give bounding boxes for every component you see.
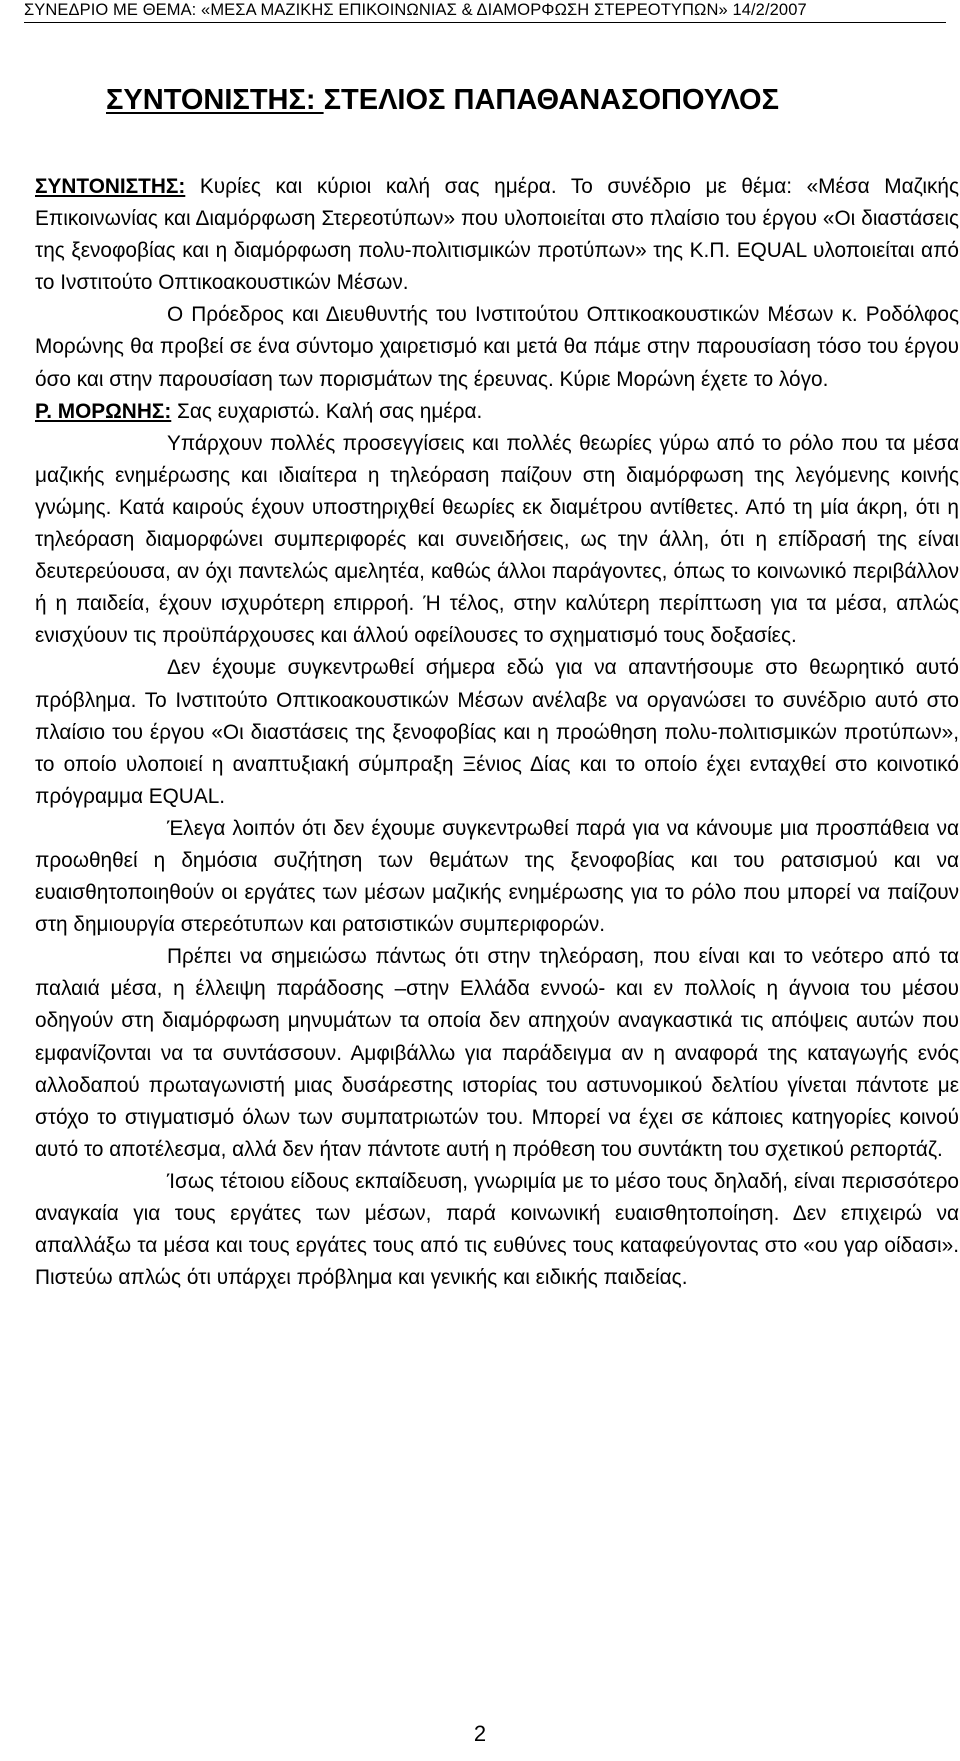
paragraph-5 [35,652,959,812]
paragraph-4 [35,428,959,653]
document-body [35,171,959,1294]
paragraph-3 [35,396,959,428]
paragraph-text: Πρέπει να σημειώσω πάντως ότι στην τηλεόραση, που είναι και το νεότερο από τα παλαιά μέσα, η έλλειψη παράδοσης –στην Ελλάδα εννοώ- και εν πολλοίς η άγνοια του μέσου οδηγούν στη διαμόρφωση μηνυμάτων τα οποία δεν απηχούν αναγκαστικά τις απόψεις αυτών που εμφανίζονται να τα συντάσσουν. Αμφιβάλλω για παράδειγμα αν η αναφορά της καταγωγής ενός αλλοδαπού πρωταγωνιστή μιας δυσάρεστης ιστορίας του αστυνομικού δελτίου γίνεται πάντοτε με στόχο το στιγματισμό όλων των συμπατριωτών του. Μπορεί να έχει σε κάποιες κατηγορίες κοινού αυτό το αποτέλεσμα, αλλά δεν ήταν πάντοτε αυτή η πρόθεση του συντάκτη του σχετικού ρεπορτάζ. [35,945,959,1161]
paragraph-2 [35,299,959,395]
paragraph-text: Υπάρχουν πολλές προσεγγίσεις και πολλές θεωρίες γύρω από το ρόλο που τα μέσα μαζικής ενημέρωσης και ιδιαίτερα η τηλεόραση παίζουν στη διαμόρφωση της λεγόμενης κοινής γνώμης. Κατά καιρούς έχουν υποστηριχθεί θεωρίες εκ διαμέτρου αντίθετες. Από τη μία άκρη, ότι η τηλεόραση διαμορφώνει συμπεριφορές και συνειδήσεις, ως την άλλη, ότι η επίδρασή της είναι δευτερεύουσα, αν όχι παντελώς αμελητέα, καθώς άλλοι παράγοντες, όπως το κοινωνικό περιβάλλον ή η παιδεία, έχουν ισχυρότερη επιρροή. Ή τέλος, στην καλύτερη περίπτωση για τα μέσα, απλώς ενισχύουν τις προϋπάρχουσες και άλλού οφείλουσες το σχηματισμό τους δοξασίες. [35,431,959,648]
speaker-label: ΣΥΝΤΟΝΙΣΤΗΣ: [35,175,186,198]
document-title [106,80,779,120]
running-header: ΣΥΝΕΔΡΙΟ ΜΕ ΘΕΜΑ: «ΜΕΣΑ ΜΑΖΙΚΗΣ ΕΠΙΚΟΙΝΩΝΙΑΣ & ΔΙΑΜΟΡΦΩΣΗ ΣΤΕΡΕΟΤΥΠΩΝ» 14/2/2007 [24,0,946,23]
paragraph-8 [35,1166,959,1294]
paragraph-text: Ίσως τέτοιου είδους εκπαίδευση, γνωριμία με το μέσο τους δηλαδή, είναι περισσότερο αναγκαία για τους εργάτες των μέσων, παρά κοινωνική ευαισθητοποίηση. Δεν επιχειρώ να απαλλάξω τα μέσα και τους εργάτες τους από τις ευθύνες τους καταφεύγοντας στο «ου γαρ οίδασι». Πιστεύω απλώς ότι υπάρχει πρόβλημα και γενικής και ειδικής παιδείας. [35,1169,959,1290]
paragraph-text: Σας ευχαριστώ. Καλή σας ημέρα. [171,399,483,423]
paragraph-6 [35,813,959,941]
paragraph-text: Έλεγα λοιπόν ότι δεν έχουμε συγκεντρωθεί παρά για να κάνουμε μια προσπάθεια να προωθηθεί η δημόσια συζήτηση των θεμάτων της ξενοφοβίας και του ρατσισμού και να ευαισθητοποιηθούν οι εργάτες των μέσων μαζικής ενημέρωσης για το ρόλο που μπορεί να παίζουν στη δημιουργία στερεότυπων και ρατσιστικών συμπεριφορών. [35,816,959,937]
speaker-label: Ρ. ΜΟΡΩΝΗΣ: [35,399,172,423]
title-name: ΣΤΕΛΙΟΣ ΠΑΠΑΘΑΝΑΣΟΠΟΥΛΟΣ [323,84,779,116]
paragraph-text: Κυρίες και κύριοι καλή σας ημέρα. Το συνέδριο με θέμα: «Μέσα Μαζικής Επικοινωνίας και Διαμόρφωση Στερεοτύπων» που υλοποιείται στο πλαίσιο του έργου «Οι διαστάσεις της ξενοφοβίας και η διαμόρφωση πολυ-πολιτισμικών προτύπων» της Κ.Π. EQUAL υλοποιείται από το Ινστιτούτο Οπτικοακουστικών Μέσων. [35,175,959,295]
paragraph-text: Ο Πρόεδρος και Διευθυντής του Ινστιτούτου Οπτικοακουστικών Μέσων κ. Ροδόλφος Μορώνης θα προβεί σε ένα σύντομο χαιρετισμό και μετά θα πάμε στην παρουσίαση τόσο του έργου όσο και στην παρουσίαση των πορισμάτων της έρευνας. Κύριε Μορώνη έχετε το λόγο. [35,303,959,391]
paragraph-1 [35,171,959,299]
paragraph-text: Δεν έχουμε συγκεντρωθεί σήμερα εδώ για να απαντήσουμε στο θεωρητικό αυτό πρόβλημα. Το Ινστιτούτο Οπτικοακουστικών Μέσων ανέλαβε να οργανώσει το συνέδριο αυτό στο πλαίσιο του έργου «Οι διαστάσεις της ξενοφοβίας και η προώθηση πολυ-πολιτισμικών προτύπων», το οποίο υλοποιεί η αναπτυξιακή σύμπραξη Ξένιος Δίας και το οποίο έχει ενταχθεί στο κοινοτικό πρόγραμμα EQUAL. [35,656,959,808]
title-label: ΣΥΝΤΟΝΙΣΤΗΣ: [106,84,324,116]
page-number: 2 [473,1721,487,1746]
paragraph-7 [35,941,959,1166]
